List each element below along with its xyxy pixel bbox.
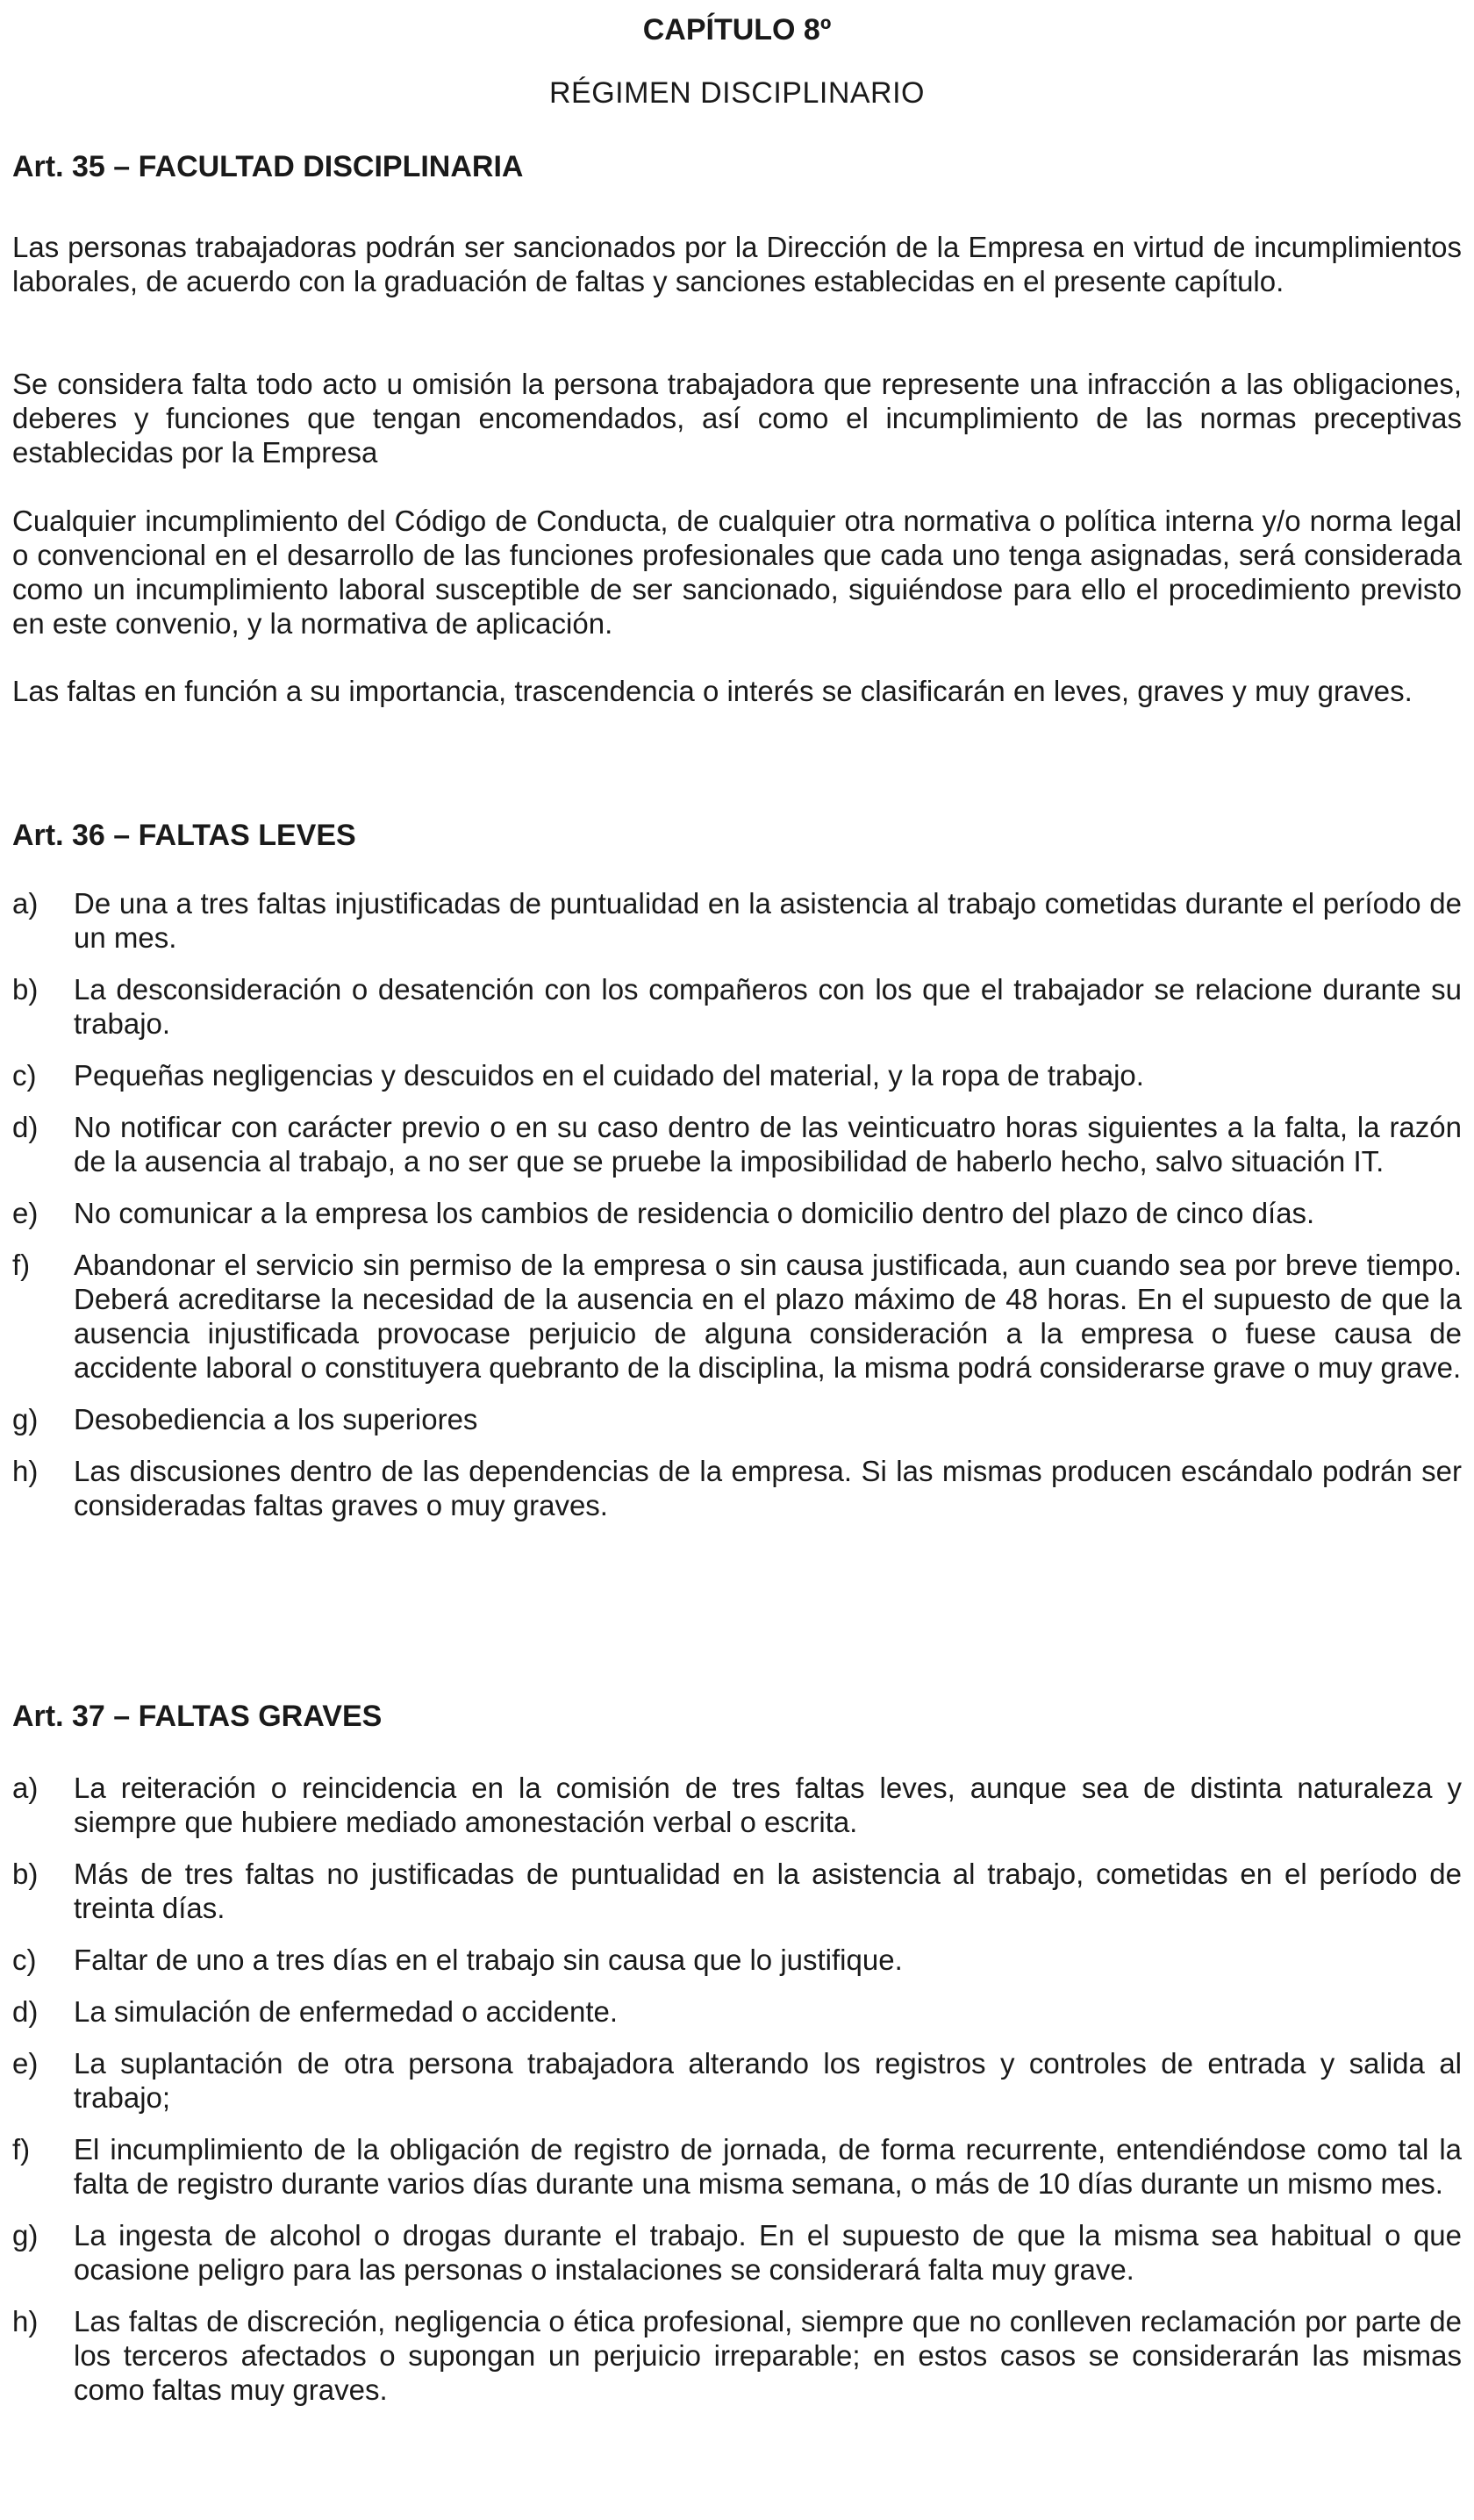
list-item (12, 2218, 1462, 2287)
list-item-text: De una a tres faltas injustificadas de puntualidad en la asistencia al trabajo cometidas durante el período de un mes. (74, 887, 1462, 954)
list-marker: f) (12, 1249, 31, 1281)
list-marker: d) (12, 1111, 39, 1143)
list-item (12, 1771, 1462, 1839)
art35-paragraph-4: Las faltas en función a su importancia, trascendencia o interés se clasificarán en leves, graves y muy graves. (12, 675, 1413, 707)
list-item (12, 2304, 1462, 2407)
list-item (12, 1943, 1462, 1977)
list-marker: d) (12, 1995, 39, 2028)
list-item-text: La ingesta de alcohol o drogas durante el trabajo. En el supuesto de que la misma sea habitual o que ocasione peligro para las personas o instalaciones se considerará falta muy grave. (74, 2219, 1462, 2286)
list-item-text: La reiteración o reincidencia en la comisión de tres faltas leves, aunque sea de distinta naturaleza y siempre que hubiere mediado amonestación verbal o escrita. (74, 1772, 1462, 1838)
list-marker: b) (12, 1858, 39, 1890)
list-item (12, 1857, 1462, 1925)
art36-heading: Art. 36 – FALTAS LEVES (12, 819, 356, 852)
art36-list (12, 886, 1462, 1522)
list-item-text: Faltar de uno a tres días en el trabajo sin causa que lo justifique. (74, 1944, 903, 1976)
list-item (12, 1058, 1462, 1092)
list-item (12, 886, 1462, 955)
list-marker: e) (12, 2047, 39, 2080)
list-item-text: Más de tres faltas no justificadas de puntualidad en la asistencia al trabajo, cometidas en el período de treinta días. (74, 1858, 1462, 1924)
list-item (12, 1110, 1462, 1178)
list-item-text: El incumplimiento de la obligación de registro de jornada, de forma recurrente, entendiéndose como tal la falta de registro durante varios días durante una misma semana, o más de 10 días durante un mismo mes. (74, 2133, 1462, 2200)
list-item (12, 972, 1462, 1041)
list-item-text: La desconsideración o desatención con los compañeros con los que el trabajador se relacione durante su trabajo. (74, 973, 1462, 1040)
list-item (12, 1402, 1462, 1436)
list-item (12, 2046, 1462, 2115)
list-item (12, 1248, 1462, 1385)
art35-paragraph-2: Se considera falta todo acto u omisión la persona trabajadora que represente una infracción a las obligaciones, deberes y funciones que tengan encomendados, así como el incumplimiento de las normas preceptivas establecidas por la Empresa (12, 368, 1462, 469)
chapter-subtitle: RÉGIMEN DISCIPLINARIO (548, 76, 925, 110)
list-marker: a) (12, 887, 39, 920)
list-item-text: Pequeñas negligencias y descuidos en el cuidado del material, y la ropa de trabajo. (74, 1059, 1144, 1092)
art35-paragraph-1: Las personas trabajadoras podrán ser sancionados por la Dirección de la Empresa en virtud de incumplimientos laborales, de acuerdo con la graduación de faltas y sanciones establecidas en el presente capítulo. (12, 231, 1462, 297)
list-item (12, 2132, 1462, 2201)
list-item-text: Las discusiones dentro de las dependencias de la empresa. Si las mismas producen escándalo podrán ser consideradas faltas graves o muy graves. (74, 1455, 1462, 1521)
list-item-text: La suplantación de otra persona trabajadora alterando los registros y controles de entrada y salida al trabajo; (74, 2047, 1462, 2114)
list-item (12, 1454, 1462, 1522)
list-marker: g) (12, 1403, 39, 1435)
art37-list (12, 1771, 1462, 2407)
list-marker: h) (12, 2305, 39, 2337)
list-marker: c) (12, 1059, 37, 1092)
list-item-text: La simulación de enfermedad o accidente. (74, 1995, 619, 2028)
list-marker: f) (12, 2133, 31, 2166)
list-marker: e) (12, 1197, 39, 1229)
list-item (12, 1994, 1462, 2029)
chapter-title: CAPÍTULO 8º (642, 13, 832, 47)
art37-heading: Art. 37 – FALTAS GRAVES (12, 1700, 383, 1733)
list-item-text: Las faltas de discreción, negligencia o ética profesional, siempre que no conlleven reclamación por parte de los terceros afectados o supongan un perjuicio irreparable; en estos casos se considerarán las mismas como faltas muy graves. (74, 2305, 1462, 2406)
list-item (12, 1196, 1462, 1230)
list-marker: g) (12, 2219, 39, 2252)
art35-paragraph-3: Cualquier incumplimiento del Código de Conducta, de cualquier otra normativa o política interna y/o norma legal o convencional en el desarrollo de las funciones profesionales que cada uno tenga asignadas, será considerada como un incumplimiento laboral susceptible de ser sancionado, siguiéndose para ello el procedimiento previsto en este convenio, y la normativa de aplicación. (12, 505, 1462, 640)
list-marker: c) (12, 1944, 37, 1976)
list-item-text: Abandonar el servicio sin permiso de la empresa o sin causa justificada, aun cuando sea por breve tiempo. Deberá acreditarse la necesidad de la ausencia en el plazo máximo de 48 horas. En el supuesto de que la ausencia injustificada provocase perjuicio de alguna consideración a la empresa o fuese causa de accidente laboral o constituyera quebranto de la disciplina, la misma podrá considerarse grave o muy grave. (74, 1249, 1462, 1384)
list-marker: b) (12, 973, 39, 1006)
list-marker: a) (12, 1772, 39, 1804)
list-marker: h) (12, 1455, 39, 1487)
list-item-text: No notificar con carácter previo o en su caso dentro de las veinticuatro horas siguientes a la falta, la razón de la ausencia al trabajo, a no ser que se pruebe la imposibilidad de haberlo hecho, salvo situación IT. (74, 1111, 1462, 1178)
art35-heading: Art. 35 – FACULTAD DISCIPLINARIA (12, 150, 524, 183)
list-item-text: No comunicar a la empresa los cambios de residencia o domicilio dentro del plazo de cinco días. (74, 1197, 1315, 1229)
list-item-text: Desobediencia a los superiores (74, 1403, 478, 1435)
